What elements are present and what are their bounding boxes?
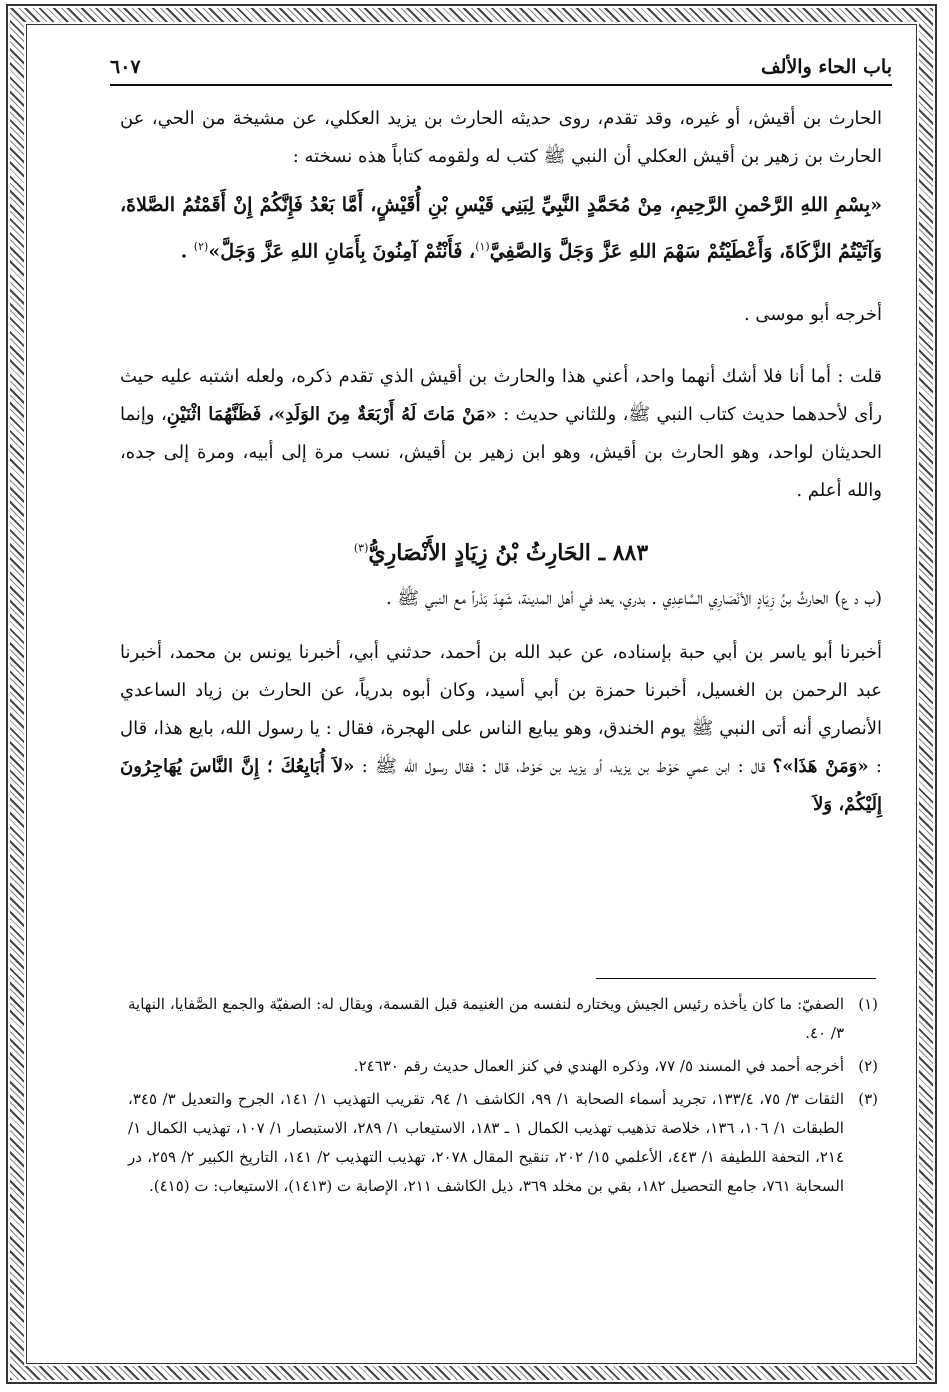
footnotes [128, 990, 878, 1205]
footnote-text: الصفيّ: ما كان يأخذه رئيس الجيش ويختاره لنفسه من الغنيمة قبل القسمة، ويقال له: الصفيّة والجمع الصَّفايا، النهاية ٣/ ٤٠. [128, 995, 845, 1042]
footnote-number: (١) [858, 995, 878, 1013]
paragraph [120, 358, 882, 510]
quote-text-rest: ، فَأَنْتُمْ آمِنُونَ بِأَمَانِ اللهِ عَزَّ وَجَلَّ» [208, 240, 476, 263]
quote-text: «بِسْمِ اللهِ الرَّحْمنِ الرَّحِيمِ، مِنْ مُحَمَّدٍ النَّبِيِّ لِبَنِي قَيْسِ بْنِ أُقَيْشٍ، أَمَّا بَعْدُ فَإِنَّكُمْ إِنْ أَقَمْتُمُ الصَّلاةَ، وَآتَيْتُمُ الزَّكَاةَ، وَأَعْطَيْتُمْ سَهْمَ اللهِ عَزَّ وَجَلَّ وَالصَّفِيَّ [120, 194, 882, 263]
footnote-text: الثقات ٣/ ٧٥، ١٣٣/٤، تجريد أسماء الصحابة ١/ ٩٩، الكاشف ١/ ٩٤، تقريب التهذيب ١/ ١٤١، الجرح والتعديل ٣/ ٣٤٥، الطبقات ١/ ١٠٦، ١٣٦، خلاصة تذهيب تهذيب الكمال ١ ـ ١٨٣، الاستيعاب ١/ ٢٨٩، الاستبصار ١/ ١٠٧، تهذيب الكمال ١/ ٢١٤، التحفة اللطيفة ١/ ٤٤٣، الأعلمي ١٥/ ٢٠٢، تنقيح المقال ٢٠٧٨، تهذيب التهذيب ٢/ ١٤١، التاريخ الكبير ٢/ ٢٥٩، در السحابة ٧٦١، جامع التحصيل ١٨٢، بقي بن مخلد ٣٦٩، ذيل الكاشف ٢١١، الإصابة ت (١٤١٣)، الاستيعاب: ت (٤١٥). [128, 1090, 844, 1195]
footnote [128, 990, 878, 1048]
footnote-divider [596, 978, 876, 979]
footnote [128, 1052, 878, 1081]
paragraph: (ب د ع) الحارثُ بنُ زِيَادٍ الأنْصَارِي السَّاعِدِي . بدري، يعد في أهل المدينة، شَهِدَ بَدْراً مع النبي ﷺ . [385, 588, 882, 610]
footnote-ref: (٣) [353, 542, 369, 555]
entry-heading [120, 540, 882, 566]
page-number: ٦٠٧ [110, 56, 141, 78]
running-header [110, 56, 892, 86]
page-content [110, 56, 892, 824]
footnote-ref: (١) [475, 240, 490, 253]
text: أخبرنا أبو ياسر بن أبي حبة بإسناده، عن عبد الله بن أحمد، حدثني أبي، أخبرنا يونس بن محمد، أخبرنا عبد الرحمن بن الغسيل، أخبرنا حمزة بن أبي أسيد، وكان أبوه بدرياً، عن الحارث بن زياد الساعدي الأنصاري أنه أتى النبي ﷺ يوم الخندق، وهو يبايع الناس على الهجرة، فقال : يا رسول الله، بايع هذا، قال : [120, 642, 882, 778]
hadith-inline: «لاَ أُبَايِعُكَ ؛ إِنَّ النَّاسَ يُهَاجِرُونَ إِلَيْكُمْ، وَلاَ [120, 756, 882, 816]
footnote [128, 1085, 878, 1201]
footnote-text: أخرجه أحمد في المسند ٥/ ٧٧، وذكره الهندي في كنز العمال حديث رقم ٢٤٦٣٠. [353, 1057, 844, 1075]
footnote-number: (٣) [858, 1090, 878, 1108]
text: ، وإنما الحديثان لواحد، وهو الحارث بن أقيش، وهو ابن زهير بن أقيش، نسب مرة إلى أبيه، ومرة إلى جده، والله أعلم . [120, 404, 882, 502]
footnote-ref: (٢) [193, 240, 209, 253]
hadith-quote: «بِسْمِ اللهِ الرَّحْمنِ الرَّحِيمِ، مِنْ مُحَمَّدٍ النَّبِيِّ لِبَنِي قَيْسِ بْنِ أُقَيْشٍ، أَمَّا بَعْدُ فَإِنَّكُمْ إِنْ أَقَمْتُمُ الصَّلاةَ، وَآتَيْتُمُ الزَّكَاةَ، وَأَعْطَيْتُمْ سَهْمَ اللهِ عَزَّ وَجَلَّ وَالصَّفِيَّ$^{(١)}$، فَأَنْتُمْ آمِنُونَ بِأَمَانِ اللهِ عَزَّ وَجَلَّ»$^{(٢)}$ . [120, 194, 882, 263]
footnote-number: (٢) [858, 1057, 878, 1075]
text: قال : ابن عمي حَوْط بن يزيد، أو يزيد بن حَوْط، قال : فقال رسول الله ﷺ : [361, 756, 766, 778]
entry-title: ٨٨٣ ـ الحَارِثُ بْنُ زِيَادٍ الأَنْصَارِيُّ [368, 540, 649, 567]
hadith-inline: «وَمَنْ هَذَا»؟ [772, 756, 869, 778]
text: قلت : أما أنا فلا أشك أنهما واحد، أعني هذا والحارث بن أقيش الذي تقدم ذكره، ولعله اشتبه عليه حيث رأى لأحدهما حديث كتاب النبي ﷺ، وللثاني حديث : [120, 366, 883, 426]
chapter-title: باب الحاء والألف [761, 56, 892, 78]
paragraph: أخرجه أبو موسى . [743, 304, 882, 326]
paragraph [120, 634, 882, 824]
hadith-inline: «مَنْ مَاتَ لَهُ أَرْبَعَةٌ مِنَ الوَلَدِ»، فَظَنَّهُمَا اثْنَيْنِ [166, 404, 497, 426]
paragraph: الحارث بن أقيش، أو غيره، وقد تقدم، روى حديثه الحارث بن يزيد العكلي، عن مشيخة من الحي، عن الحارث بن زهير بن أقيش العكلي أن النبي ﷺ كتب له ولقومه كتاباً هذه نسخته : [120, 108, 882, 167]
